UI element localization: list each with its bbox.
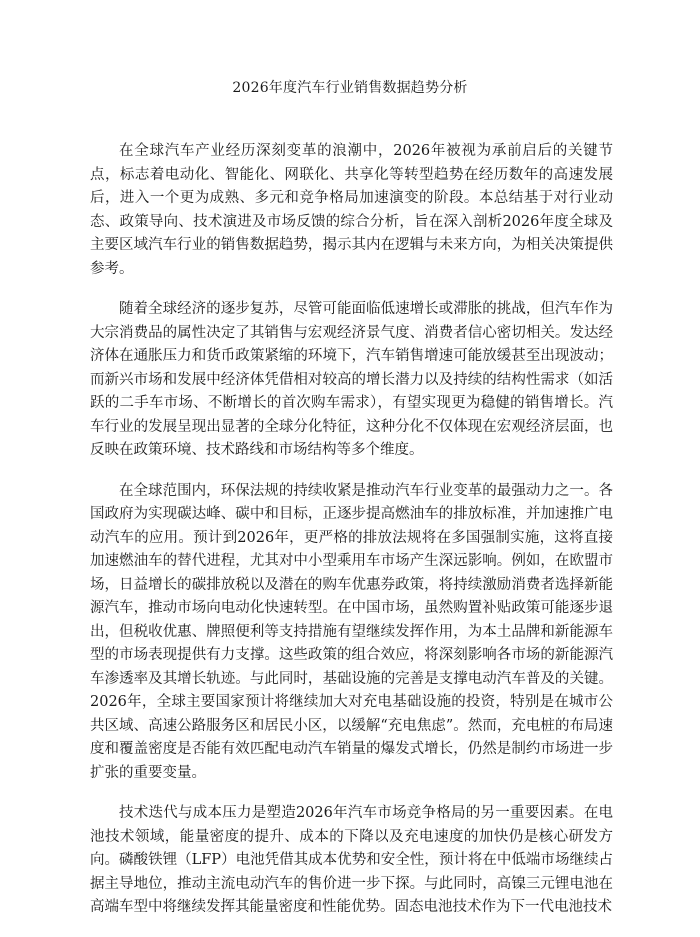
paragraph: 在全球范围内，环保法规的持续收紧是推动汽车行业变革的最强动力之一。各国政府为实现碳达峰、碳中和目标，正逐步提高燃油车的排放标准，并加速推广电动汽车的应用。预计到2026年，更严格的排放法规将在多国强制实施，这将直接加速燃油车的替代进程，尤其对中小型乘用车市场产生深远影响。例如，在欧盟市场，日益增长的碳排放税以及潜在的购车优惠券政策，将持续激励消费者选择新能源汽车，推动市场向电动化快速转型。在中国市场，虽然购置补贴政策可能逐步退出，但税收优惠、牌照便利等支持措施有望继续发挥作用，为本土品牌和新能源车型的市场表现提供有力支撑。这些政策的组合效应，将深刻影响各市场的新能源汽车渗透率及其增长轨迹。与此同时，基础设施的完善是支撑电动汽车普及的关键。2026年，全球主要国家预计将继续加大对充电基础设施的投资，特别是在城市公共区域、高速公路服务区和居民小区，以缓解“充电焦虑”。然而，充电桩的布局速度和覆盖密度是否能有效匹配电动汽车销量的爆发式增长，仍然是制约市场进一步扩张的重要变量。	[90, 482, 613, 781]
document-body	[90, 140, 613, 937]
document-title: 2026年度汽车行业销售数据趋势分析	[232, 80, 468, 96]
paragraph: 随着全球经济的逐步复苏，尽管可能面临低速增长或滞胀的挑战，但汽车作为大宗消费品的属性决定了其销售与宏观经济景气度、消费者信心密切相关。发达经济体在通胀压力和货币政策紧缩的环境下，汽车销售增速可能放缓甚至出现波动；而新兴市场和发展中经济体凭借相对较高的增长潜力以及持续的结构性需求（如活跃的二手车市场、不断增长的首次购车需求），有望实现更为稳健的销售增长。汽车行业的发展呈现出显著的全球分化特征，这种分化不仅体现在宏观经济层面，也反映在政策环境、技术路线和市场结构等多个维度。	[90, 301, 613, 458]
paragraph: 在全球汽车产业经历深刻变革的浪潮中，2026年被视为承前启后的关键节点，标志着电动化、智能化、网联化、共享化等转型趋势在经历数年的高速发展后，进入一个更为成熟、多元和竞争格局加速演变的阶段。本总结基于对行业动态、政策导向、技术演进及市场反馈的综合分析，旨在深入剖析2026年度全球及主要区域汽车行业的销售数据趋势，揭示其内在逻辑与未来方向，为相关决策提供参考。	[90, 143, 613, 277]
paragraph: 技术迭代与成本压力是塑造2026年汽车市场竞争格局的另一重要因素。在电池技术领域，能量密度的提升、成本的下降以及充电速度的加快仍是核心研发方向。磷酸铁锂（LFP）电池凭借其成本优势和安全性，预计将在中低端市场继续占据主导地位，推动主流电动汽车的售价进一步下探。与此同时，高镍三元锂电池在高端车型中将继续发挥其能量密度和性能优势。固态电池技术作为下一代电池技术	[90, 805, 613, 915]
